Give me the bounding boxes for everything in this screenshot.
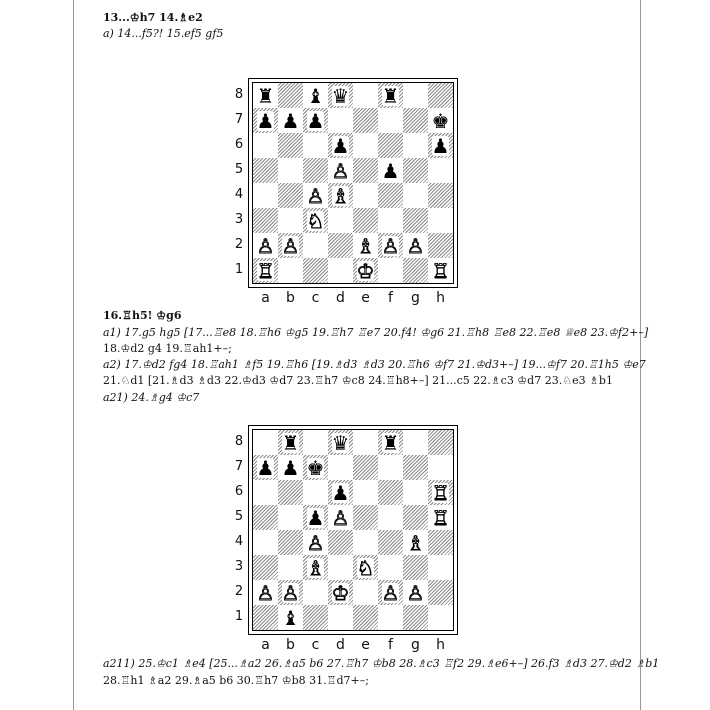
square-c1 — [303, 605, 328, 630]
variation-a21: a21) 24.♗g4 ♔c7 — [103, 391, 200, 404]
square-h4 — [428, 183, 453, 208]
white-bishop-icon: ♗ — [331, 183, 350, 208]
rank-label: 5 — [234, 509, 244, 524]
rank-label: 6 — [234, 484, 244, 499]
square-d6 — [328, 133, 353, 158]
white-knight-icon: ♘ — [356, 555, 375, 580]
black-queen-icon: ♛ — [331, 83, 350, 108]
square-h8 — [428, 430, 453, 455]
square-b7 — [278, 455, 303, 480]
white-pawn-icon: ♙ — [331, 158, 350, 183]
square-c4 — [303, 530, 328, 555]
file-label: c — [311, 290, 320, 306]
square-d4 — [328, 183, 353, 208]
rank-label: 3 — [234, 559, 244, 574]
square-c5 — [303, 158, 328, 183]
square-f1 — [378, 258, 403, 283]
square-c7 — [303, 455, 328, 480]
square-b2 — [278, 233, 303, 258]
rank-label: 8 — [234, 434, 244, 449]
file-label: d — [336, 290, 345, 306]
square-f5 — [378, 505, 403, 530]
black-pawn-icon: ♟ — [306, 108, 325, 133]
square-e2 — [353, 580, 378, 605]
square-d7 — [328, 108, 353, 133]
file-label: b — [286, 637, 295, 653]
square-g6 — [403, 133, 428, 158]
square-a6 — [253, 480, 278, 505]
square-g2 — [403, 580, 428, 605]
square-a3 — [253, 208, 278, 233]
square-b5 — [278, 158, 303, 183]
square-e2 — [353, 233, 378, 258]
file-label: g — [411, 290, 420, 306]
square-a4 — [253, 183, 278, 208]
move-line-16: 16.♖h5! ♔g6 — [103, 309, 182, 322]
square-h7 — [428, 455, 453, 480]
black-king-icon: ♚ — [306, 455, 325, 480]
square-g1 — [403, 258, 428, 283]
square-g1 — [403, 605, 428, 630]
square-c3 — [303, 208, 328, 233]
square-e4 — [353, 530, 378, 555]
rank-label: 3 — [234, 212, 244, 227]
rank-label: 6 — [234, 137, 244, 152]
file-label: a — [261, 637, 270, 653]
square-g6 — [403, 480, 428, 505]
square-b4 — [278, 183, 303, 208]
rank-label: 1 — [234, 609, 244, 624]
black-rook-icon: ♜ — [381, 430, 400, 455]
square-f8 — [378, 430, 403, 455]
black-bishop-icon: ♝ — [281, 605, 300, 630]
square-c4 — [303, 183, 328, 208]
variation-a: a) 14...f5?! 15.ef5 gf5 — [103, 27, 224, 40]
square-b5 — [278, 505, 303, 530]
variation-a1-cont: 18.♔d2 g4 19.♖ah1+–; — [103, 342, 232, 355]
square-d7 — [328, 455, 353, 480]
square-e7 — [353, 108, 378, 133]
file-label: d — [336, 637, 345, 653]
black-pawn-icon: ♟ — [256, 455, 275, 480]
variation-a2: a2) 17.♔d2 fg4 18.♖ah1 ♗f5 19.♖h6 [19.♗d3 ♗d3 20.♖h6 ♔f7 21.♔d3+–] 19...♔f7 20.♖1h5 ♔e7 — [103, 358, 646, 371]
square-d6 — [328, 480, 353, 505]
square-a1 — [253, 258, 278, 283]
square-d2 — [328, 233, 353, 258]
rank-label: 4 — [234, 534, 244, 549]
square-f4 — [378, 530, 403, 555]
black-bishop-icon: ♝ — [306, 83, 325, 108]
square-h1 — [428, 605, 453, 630]
variation-a211: a211) 25.♔c1 ♗e4 [25...♗a2 26.♗a5 b6 27.♖h7 ♔b8 28.♗c3 ♖f2 29.♗e6+–] 26.f3 ♗d3 27.♔d2 ♗b1 — [103, 657, 660, 670]
file-label: h — [436, 290, 445, 306]
square-d3 — [328, 208, 353, 233]
square-a5 — [253, 505, 278, 530]
board-frame-1 — [248, 78, 458, 288]
square-h5 — [428, 158, 453, 183]
square-e3 — [353, 208, 378, 233]
black-queen-icon: ♛ — [331, 430, 350, 455]
square-h2 — [428, 233, 453, 258]
square-c6 — [303, 133, 328, 158]
square-b3 — [278, 555, 303, 580]
square-d1 — [328, 258, 353, 283]
rank-label: 2 — [234, 237, 244, 252]
square-h8 — [428, 83, 453, 108]
square-b7 — [278, 108, 303, 133]
white-pawn-icon: ♙ — [256, 580, 275, 605]
square-h6 — [428, 133, 453, 158]
square-b2 — [278, 580, 303, 605]
square-g7 — [403, 108, 428, 133]
square-b3 — [278, 208, 303, 233]
file-label: g — [411, 637, 420, 653]
square-h1 — [428, 258, 453, 283]
file-label: a — [261, 290, 270, 306]
square-f1 — [378, 605, 403, 630]
square-d3 — [328, 555, 353, 580]
white-pawn-icon: ♙ — [306, 183, 325, 208]
black-pawn-icon: ♟ — [281, 108, 300, 133]
black-rook-icon: ♜ — [281, 430, 300, 455]
square-e8 — [353, 430, 378, 455]
square-f5 — [378, 158, 403, 183]
square-h7 — [428, 108, 453, 133]
white-king-icon: ♔ — [356, 258, 375, 283]
white-pawn-icon: ♙ — [406, 233, 425, 258]
square-h6 — [428, 480, 453, 505]
white-king-icon: ♔ — [331, 580, 350, 605]
square-g8 — [403, 430, 428, 455]
white-bishop-icon: ♗ — [356, 233, 375, 258]
move-line-1: 13...♔h7 14.♗e2 — [103, 11, 203, 24]
white-bishop-icon: ♗ — [306, 555, 325, 580]
square-d8 — [328, 430, 353, 455]
square-b6 — [278, 133, 303, 158]
black-pawn-icon: ♟ — [331, 480, 350, 505]
square-a8 — [253, 430, 278, 455]
file-label: f — [388, 637, 393, 653]
square-e1 — [353, 258, 378, 283]
file-label: f — [388, 290, 393, 306]
square-a2 — [253, 233, 278, 258]
rank-label: 4 — [234, 187, 244, 202]
square-e5 — [353, 505, 378, 530]
square-c7 — [303, 108, 328, 133]
square-a8 — [253, 83, 278, 108]
square-c5 — [303, 505, 328, 530]
square-e3 — [353, 555, 378, 580]
square-h3 — [428, 208, 453, 233]
white-rook-icon: ♖ — [256, 258, 275, 283]
square-b4 — [278, 530, 303, 555]
chessboard-1 — [252, 82, 454, 284]
square-g4 — [403, 183, 428, 208]
square-g5 — [403, 158, 428, 183]
square-e6 — [353, 133, 378, 158]
square-g3 — [403, 555, 428, 580]
white-pawn-icon: ♙ — [331, 505, 350, 530]
square-h3 — [428, 555, 453, 580]
white-pawn-icon: ♙ — [306, 530, 325, 555]
square-d4 — [328, 530, 353, 555]
square-c8 — [303, 83, 328, 108]
square-e1 — [353, 605, 378, 630]
white-knight-icon: ♘ — [306, 208, 325, 233]
variation-a1: a1) 17.g5 hg5 [17...♖e8 18.♖h6 ♔g5 19.♖h7 ♖e7 20.f4! ♔g6 21.♖h8 ♖e8 22.♖e8 ♕e8 23.♔f2+–] — [103, 326, 649, 339]
square-g2 — [403, 233, 428, 258]
square-g4 — [403, 530, 428, 555]
square-c8 — [303, 430, 328, 455]
file-label: e — [361, 290, 370, 306]
black-rook-icon: ♜ — [256, 83, 275, 108]
square-g8 — [403, 83, 428, 108]
square-f2 — [378, 233, 403, 258]
chessboard-2 — [252, 429, 454, 631]
white-pawn-icon: ♙ — [281, 580, 300, 605]
square-g5 — [403, 505, 428, 530]
file-label: h — [436, 637, 445, 653]
white-rook-icon: ♖ — [431, 505, 450, 530]
square-c2 — [303, 580, 328, 605]
rank-label: 2 — [234, 584, 244, 599]
variation-a211-cont: 28.♖h1 ♗a2 29.♗a5 b6 30.♖h7 ♔b8 31.♖d7+–; — [103, 674, 369, 687]
square-b8 — [278, 83, 303, 108]
square-f7 — [378, 108, 403, 133]
black-pawn-icon: ♟ — [281, 455, 300, 480]
black-pawn-icon: ♟ — [256, 108, 275, 133]
rank-label: 7 — [234, 112, 244, 127]
square-c1 — [303, 258, 328, 283]
square-d8 — [328, 83, 353, 108]
square-d2 — [328, 580, 353, 605]
rank-label: 8 — [234, 87, 244, 102]
square-f2 — [378, 580, 403, 605]
square-h4 — [428, 530, 453, 555]
file-label: b — [286, 290, 295, 306]
square-a2 — [253, 580, 278, 605]
square-b6 — [278, 480, 303, 505]
variation-a2-cont: 21.♘d1 [21.♗d3 ♗d3 22.♔d3 ♔d7 23.♖h7 ♔c8 24.♖h8+–] 21...c5 22.♗c3 ♔d7 23.♘e3 ♗b1 — [103, 374, 613, 387]
black-pawn-icon: ♟ — [331, 133, 350, 158]
square-g3 — [403, 208, 428, 233]
square-e7 — [353, 455, 378, 480]
square-e5 — [353, 158, 378, 183]
square-f8 — [378, 83, 403, 108]
square-f3 — [378, 208, 403, 233]
white-pawn-icon: ♙ — [281, 233, 300, 258]
file-label: c — [311, 637, 320, 653]
square-b1 — [278, 605, 303, 630]
square-a3 — [253, 555, 278, 580]
square-a5 — [253, 158, 278, 183]
square-f3 — [378, 555, 403, 580]
square-a7 — [253, 455, 278, 480]
white-pawn-icon: ♙ — [381, 580, 400, 605]
square-f7 — [378, 455, 403, 480]
white-rook-icon: ♖ — [431, 480, 450, 505]
white-pawn-icon: ♙ — [406, 580, 425, 605]
square-f4 — [378, 183, 403, 208]
square-e8 — [353, 83, 378, 108]
board-frame-2 — [248, 425, 458, 635]
square-b8 — [278, 430, 303, 455]
square-b1 — [278, 258, 303, 283]
square-e6 — [353, 480, 378, 505]
white-bishop-icon: ♗ — [406, 530, 425, 555]
square-f6 — [378, 480, 403, 505]
square-a7 — [253, 108, 278, 133]
rank-label: 5 — [234, 162, 244, 177]
black-pawn-icon: ♟ — [381, 158, 400, 183]
white-rook-icon: ♖ — [431, 258, 450, 283]
square-e4 — [353, 183, 378, 208]
square-c2 — [303, 233, 328, 258]
square-h5 — [428, 505, 453, 530]
square-a6 — [253, 133, 278, 158]
black-king-icon: ♚ — [431, 108, 450, 133]
square-h2 — [428, 580, 453, 605]
square-d5 — [328, 158, 353, 183]
square-f6 — [378, 133, 403, 158]
square-c3 — [303, 555, 328, 580]
white-pawn-icon: ♙ — [381, 233, 400, 258]
rank-label: 7 — [234, 459, 244, 474]
square-d1 — [328, 605, 353, 630]
black-pawn-icon: ♟ — [431, 133, 450, 158]
black-rook-icon: ♜ — [381, 83, 400, 108]
file-label: e — [361, 637, 370, 653]
square-a4 — [253, 530, 278, 555]
square-a1 — [253, 605, 278, 630]
black-pawn-icon: ♟ — [306, 505, 325, 530]
square-g7 — [403, 455, 428, 480]
white-pawn-icon: ♙ — [256, 233, 275, 258]
square-c6 — [303, 480, 328, 505]
rank-label: 1 — [234, 262, 244, 277]
square-d5 — [328, 505, 353, 530]
